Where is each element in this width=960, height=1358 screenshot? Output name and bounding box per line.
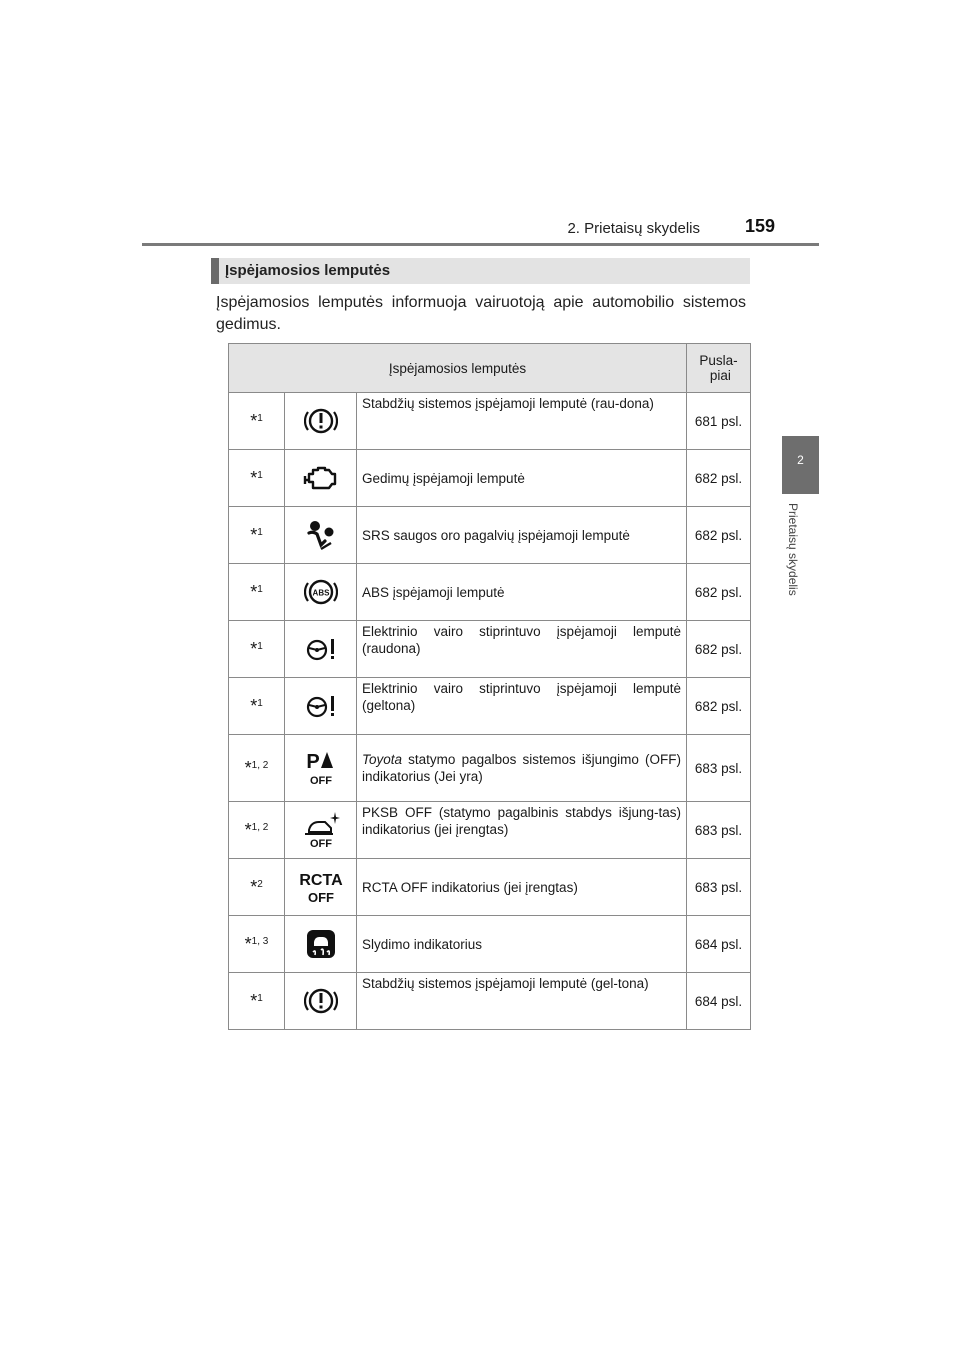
table-row xyxy=(229,507,751,564)
table-row xyxy=(229,678,751,735)
row-description: SRS saugos oro pagalvių įspėjamoji lemputė xyxy=(357,507,687,564)
footnote-ref: *$^2$ xyxy=(229,859,285,916)
row-page: 682 psl. xyxy=(687,507,751,564)
row-page: 682 psl. xyxy=(687,678,751,735)
table-row xyxy=(229,564,751,621)
section-heading xyxy=(211,258,750,284)
power-steering-yellow-icon xyxy=(285,678,357,735)
row-description: RCTA OFF indikatorius (jei įrengtas) xyxy=(357,859,687,916)
table-row xyxy=(229,973,751,1030)
section-title: Įspėjamosios lemputės xyxy=(225,262,391,279)
row-page: 684 psl. xyxy=(687,973,751,1030)
table-row xyxy=(229,450,751,507)
row-page: 682 psl. xyxy=(687,564,751,621)
header-section-title: 2. Prietaisų skydelis xyxy=(567,220,700,237)
engine-malfunction-icon xyxy=(285,450,357,507)
section-marker xyxy=(211,258,219,284)
footnote-ref: *$^1$ xyxy=(229,678,285,735)
footnote-ref: *$^{1, 3}$ xyxy=(229,916,285,973)
table-row xyxy=(229,735,751,802)
brake-warning-red-icon xyxy=(285,393,357,450)
off-label: OFF xyxy=(309,838,332,850)
page-number: 159 xyxy=(744,216,775,236)
row-page: 683 psl. xyxy=(687,859,751,916)
table-header-row xyxy=(229,344,751,393)
table-row xyxy=(229,859,751,916)
footnote-ref: *$^1$ xyxy=(229,507,285,564)
row-page: 683 psl. xyxy=(687,802,751,859)
power-steering-red-icon xyxy=(285,621,357,678)
off-label: OFF xyxy=(307,890,334,905)
footnote-ref: *$^1$ xyxy=(229,450,285,507)
row-description: ABS įspėjamoji lemputė xyxy=(357,564,687,621)
srs-airbag-icon xyxy=(285,507,357,564)
row-description: Gedimų įspėjamoji lemputė xyxy=(357,450,687,507)
slip-indicator-icon xyxy=(285,916,357,973)
table-row xyxy=(229,916,751,973)
row-page: 682 psl. xyxy=(687,621,751,678)
table-row xyxy=(229,393,751,450)
rcta-off-icon xyxy=(285,859,357,916)
abs-label: ABS xyxy=(312,588,329,598)
table-page-header: Pusla- piai xyxy=(687,344,751,393)
abs-warning-icon xyxy=(285,564,357,621)
row-description: Toyota statymo pagalbos sistemos išjungimo (OFF) indikatorius (Jei yra) xyxy=(357,735,687,802)
row-page: 684 psl. xyxy=(687,916,751,973)
row-description: Elektrinio vairo stiprintuvo įspėjamoji lemputė (raudona) xyxy=(357,621,687,678)
table-col-header: Įspėjamosios lemputės xyxy=(229,344,687,393)
svg-text:P: P xyxy=(305,751,320,773)
intro-paragraph: Įspėjamosios lemputės informuoja vairuotoją apie automobilio sistemos gedimus. xyxy=(216,294,746,333)
chapter-tab xyxy=(782,436,819,494)
rcta-label: RCTA xyxy=(298,872,343,889)
header-rule xyxy=(142,243,819,246)
pksb-off-icon xyxy=(285,802,357,859)
row-description: Stabdžių sistemos įspėjamoji lemputė (gel-tona) xyxy=(357,973,687,1030)
off-label: OFF xyxy=(309,775,332,787)
row-page: 681 psl. xyxy=(687,393,751,450)
row-description: Slydimo indikatorius xyxy=(357,916,687,973)
chapter-label: Prietaisų skydelis xyxy=(786,503,800,596)
row-page: 683 psl. xyxy=(687,735,751,802)
footnote-ref: *$^{1, 2}$ xyxy=(229,802,285,859)
row-description: Elektrinio vairo stiprintuvo įspėjamoji lemputė (geltona) xyxy=(357,678,687,735)
footnote-ref: *$^1$ xyxy=(229,973,285,1030)
footnote-ref: *$^1$ xyxy=(229,564,285,621)
row-page: 682 psl. xyxy=(687,450,751,507)
row-description: PKSB OFF (statymo pagalbinis stabdys išjung-tas) indikatorius (jei įrengtas) xyxy=(357,802,687,859)
footnote-ref: *$^1$ xyxy=(229,393,285,450)
brake-warning-yellow-icon xyxy=(285,973,357,1030)
table-row xyxy=(229,621,751,678)
row-description: Stabdžių sistemos įspėjamoji lemputė (rau-dona) xyxy=(357,393,687,450)
parking-assist-off-icon xyxy=(285,735,357,802)
warning-lights-table xyxy=(228,343,751,1030)
footnote-ref: *$^{1, 2}$ xyxy=(229,735,285,802)
chapter-number: 2 xyxy=(797,453,804,467)
footnote-ref: *$^1$ xyxy=(229,621,285,678)
table-row xyxy=(229,802,751,859)
